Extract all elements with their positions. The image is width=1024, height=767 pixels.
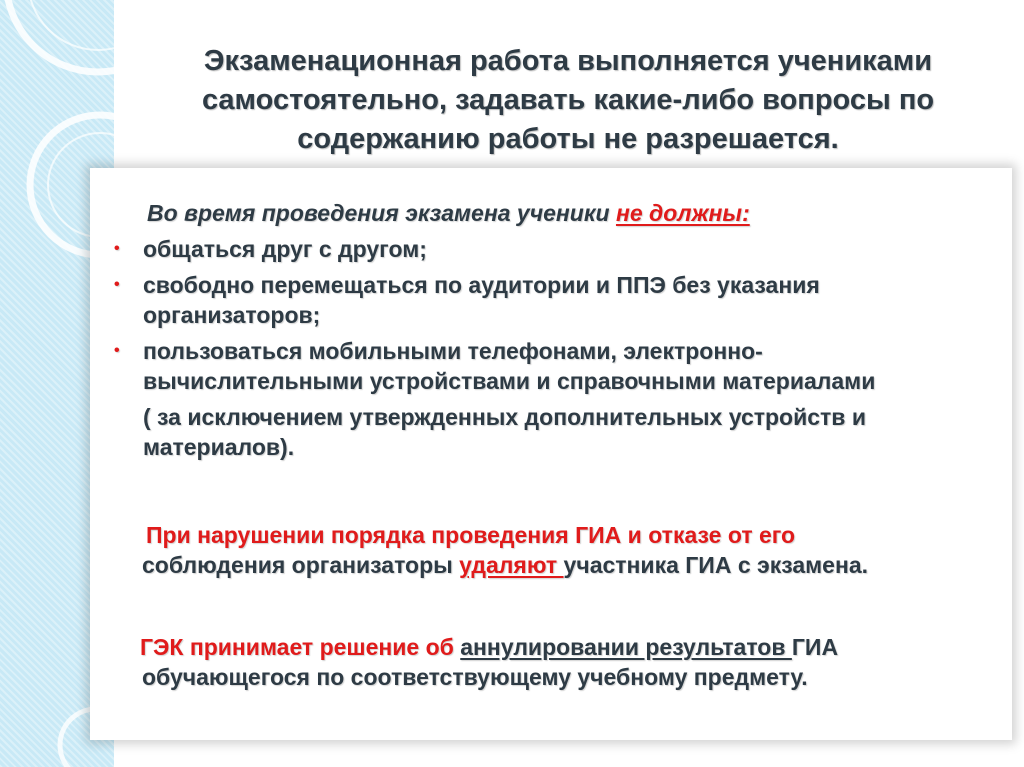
violation-text: соблюдения организаторы — [142, 552, 460, 578]
bullet-icon: • — [114, 276, 120, 293]
title-line: самостоятельно, задавать какие-либо вопросы по — [201, 84, 935, 116]
bullet-icon: • — [114, 342, 120, 359]
violation-text: участника ГИА с экзамена. — [563, 552, 869, 578]
intro-lead: Во время проведения экзамена ученики — [147, 200, 616, 226]
list-item-text: общаться друг с другом; — [143, 236, 427, 262]
gek-emphasis: аннулировании результатов — [460, 634, 792, 660]
gek-line — [118, 632, 998, 662]
gek-line: обучающегося по соответствующему учебному предмету. — [142, 664, 808, 690]
gek-text: ГЭК принимает решение об — [140, 634, 461, 660]
list-item-text: организаторов; — [143, 302, 321, 328]
list-item — [110, 234, 1010, 264]
violation-line: При нарушении порядка проведения ГИА и отказе от его — [146, 522, 796, 548]
rules-intro — [147, 198, 750, 228]
content-card — [90, 168, 1012, 740]
violation-line — [124, 550, 1004, 580]
gek-text: ГИА — [791, 634, 839, 660]
list-item-text: вычислительными устройствами и справочными материалами — [143, 368, 876, 394]
intro-emphasis: не должны: — [615, 200, 750, 226]
continuation-line: материалов). — [143, 434, 295, 460]
content-body — [90, 168, 1012, 740]
list-item — [110, 270, 1010, 330]
prohibitions-list — [110, 234, 1010, 468]
title-line: содержанию работы не разрешается. — [297, 123, 839, 155]
list-item — [110, 336, 1010, 396]
bullet-icon: • — [114, 240, 120, 257]
list-item-text: свободно перемещаться по аудитории и ППЭ без указания — [143, 272, 820, 298]
continuation-line: ( за исключением утвержденных дополнительных устройств и — [143, 404, 866, 430]
title-line: Экзаменационная работа выполняется учениками — [203, 45, 933, 77]
list-continuation — [110, 402, 1010, 462]
gek-paragraph — [118, 632, 998, 692]
slide-title — [128, 42, 1008, 159]
violation-paragraph — [124, 520, 1004, 580]
list-item-text: пользоваться мобильными телефонами, электронно- — [143, 338, 763, 364]
violation-emphasis: удаляют — [459, 552, 564, 578]
